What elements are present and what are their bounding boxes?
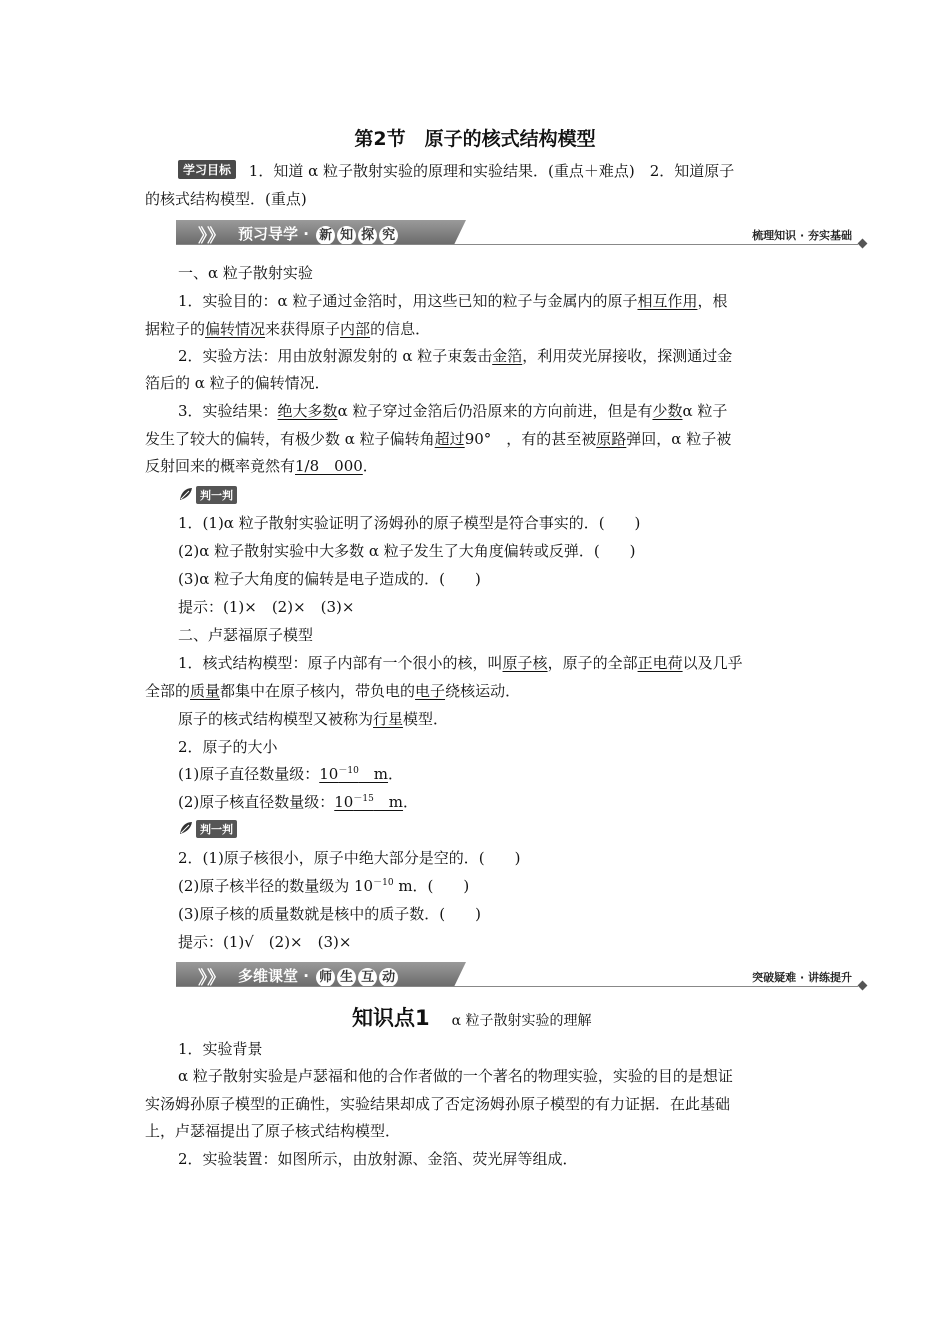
paragraph: 全部的质量都集中在原子核内，带负电的电子绕核运动． — [145, 682, 521, 700]
section-heading: 一、α 粒子散射实验 — [178, 264, 313, 282]
paragraph: (2)原子核直径数量级：$10^{-15}$ m． — [178, 793, 419, 811]
question: (3)α 粒子大角度的偏转是电子造成的．( ) — [178, 570, 481, 588]
section-banner-preview — [176, 220, 866, 246]
goals-line2: 的核式结构模型．(重点) — [145, 190, 307, 208]
learning-goals — [178, 160, 734, 181]
paragraph: 上，卢瑟福提出了原子核式结构模型． — [145, 1122, 401, 1140]
banner-rule — [176, 986, 858, 987]
goals-tag: 学习目标 — [178, 160, 236, 179]
hint: 提示：(1)× (2)× (3)× — [178, 598, 355, 616]
section-heading: 二、卢瑟福原子模型 — [178, 626, 314, 644]
judge-label: 判一判 — [196, 820, 237, 838]
paragraph: 1．实验背景 — [178, 1040, 263, 1058]
paragraph: 箔后的 α 粒子的偏转情况． — [145, 374, 330, 392]
knowledge-point-heading — [352, 1002, 592, 1032]
paragraph: 2．原子的大小 — [178, 738, 278, 756]
paragraph: α 粒子散射实验是卢瑟福和他的合作者做的一个著名的物理实验，实验的目的是想证 — [178, 1067, 733, 1085]
banner-circle: 动 — [379, 968, 398, 987]
banner-circle: 新 — [316, 226, 335, 245]
banner-label-text: 多维课堂 · — [238, 967, 315, 985]
paragraph: 原子的核式结构模型又被称为行星模型． — [178, 710, 449, 728]
banner-right-text: 梳理知识 · 夯实基础 — [752, 229, 852, 242]
banner-rule — [176, 244, 858, 245]
banner-circle: 探 — [358, 226, 377, 245]
paragraph: 发生了较大的偏转，有极少数 α 粒子偏转角超过90° ，有的甚至被原路弹回，α 粒子被 — [145, 430, 732, 448]
diamond-icon — [858, 981, 868, 991]
judge-label: 判一判 — [196, 486, 237, 504]
banner-circle: 知 — [337, 226, 356, 245]
paragraph: 2．实验装置：如图所示，由放射源、金箔、荧光屏等组成． — [178, 1150, 578, 1168]
banner-circle: 互 — [358, 968, 377, 987]
chevron-icon: 》》 — [198, 968, 225, 989]
banner-circle: 师 — [316, 968, 335, 987]
paragraph: (1)原子直径数量级：$10^{-10}$ m． — [178, 765, 404, 783]
question: (2)原子核半径的数量级为 $10^{-10}$ m．( ) — [178, 877, 470, 895]
kp-label: 知识点1 — [352, 1006, 430, 1030]
question: (2)α 粒子散射实验中大多数 α 粒子发生了大角度偏转或反弹．( ) — [178, 542, 636, 560]
question: (3)原子核的质量数就是核中的质子数．( ) — [178, 905, 481, 923]
goals-line1: 1．知道 α 粒子散射实验的原理和实验结果．(重点＋难点) 2．知道原子 — [248, 162, 735, 180]
banner-label-text: 预习导学 · — [238, 225, 315, 243]
paragraph: 2．实验方法：用由放射源发射的 α 粒子束轰击金箔，利用荧光屏接收，探测通过金 — [178, 347, 733, 365]
kp-subtitle: α 粒子散射实验的理解 — [451, 1013, 592, 1029]
page-title: 第2节 原子的核式结构模型 — [354, 128, 596, 150]
banner-label — [238, 965, 398, 987]
leaf-icon — [178, 820, 194, 836]
paragraph: 反射回来的概率竟然有1/8 000． — [145, 457, 378, 475]
banner-right-text: 突破疑难 · 讲练提升 — [752, 971, 852, 984]
banner-label — [238, 223, 398, 245]
hint: 提示：(1)√ (2)× (3)× — [178, 933, 352, 951]
diamond-icon — [858, 239, 868, 249]
question: 2．(1)原子核很小，原子中绝大部分是空的．( ) — [178, 849, 521, 867]
paragraph: 3．实验结果：绝大多数α 粒子穿过金箔后仍沿原来的方向前进，但是有少数α 粒子 — [178, 402, 728, 420]
banner-circle: 生 — [337, 968, 356, 987]
leaf-icon — [178, 486, 194, 502]
question: 1．(1)α 粒子散射实验证明了汤姆孙的原子模型是符合事实的．( ) — [178, 514, 641, 532]
paragraph: 1．实验目的：α 粒子通过金箔时，用这些已知的粒子与金属内的原子相互作用，根 — [178, 292, 728, 310]
banner-circle: 究 — [379, 226, 398, 245]
paragraph: 1．核式结构模型：原子内部有一个很小的核，叫原子核，原子的全部正电荷以及几乎 — [178, 654, 743, 672]
chevron-icon: 》》 — [198, 226, 225, 247]
section-banner-classroom — [176, 962, 866, 988]
paragraph: 实汤姆孙原子模型的正确性，实验结果却成了否定汤姆孙原子模型的有力证据．在此基础 — [145, 1095, 731, 1113]
paragraph: 据粒子的偏转情况来获得原子内部的信息． — [145, 320, 431, 338]
